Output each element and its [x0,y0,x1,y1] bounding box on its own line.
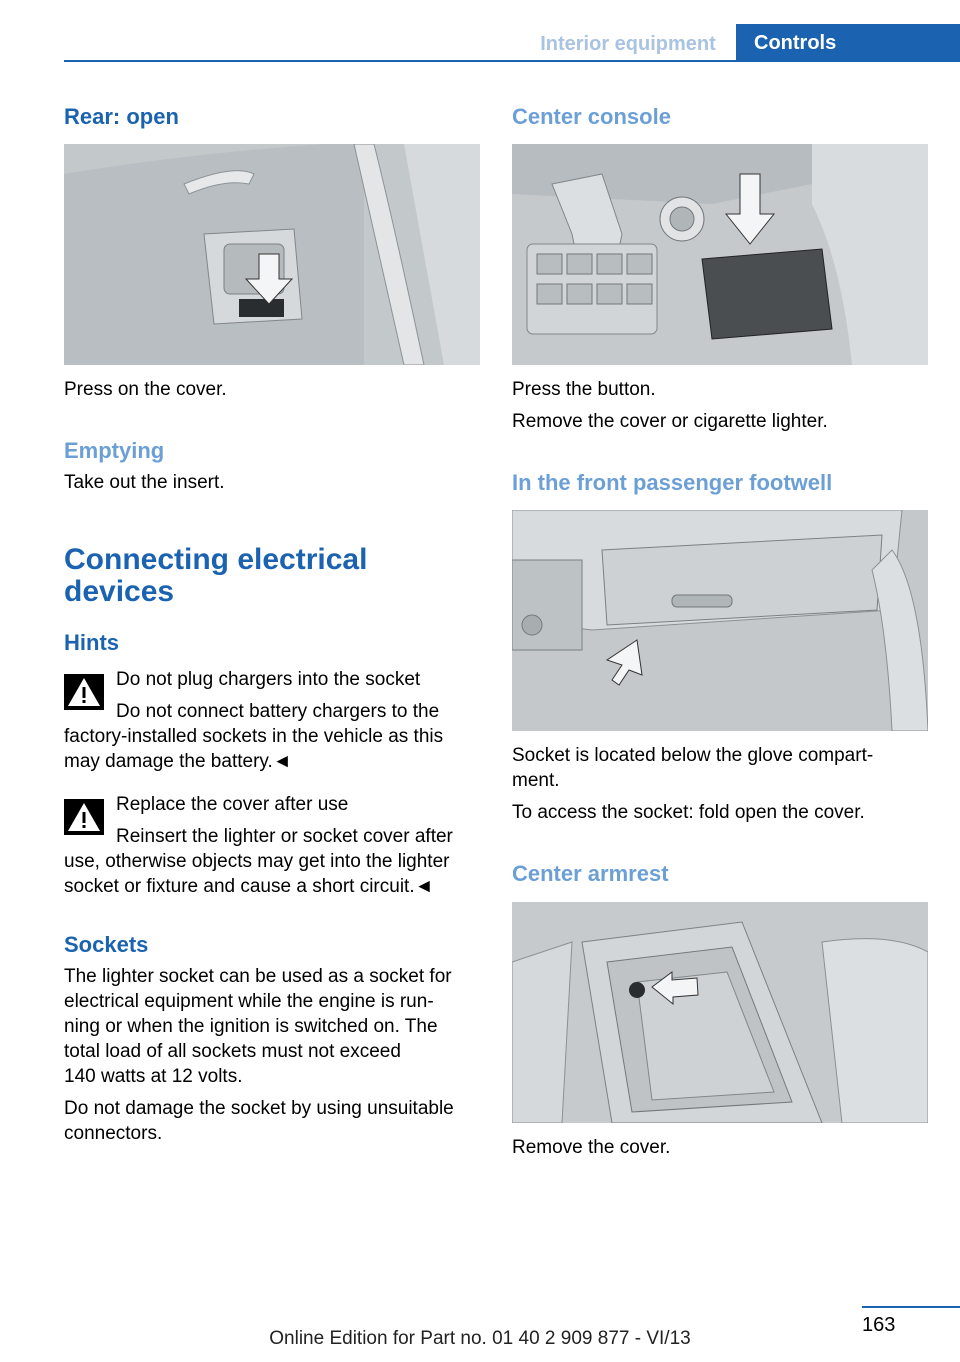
warning-1-body-line: may damage the battery.◄ [64,751,292,772]
connecting-heading-line-2: devices [64,575,175,608]
sockets-body-line: total load of all sockets must not exceed [64,1041,401,1062]
footwell-illustration [512,510,928,731]
footwell-text-line: To access the socket: fold open the cover. [512,802,865,823]
armrest-drawing [512,902,928,1123]
warning-triangle-icon [64,799,104,835]
armrest-heading: Center armrest [512,861,669,886]
armrest-text: Remove the cover. [512,1137,671,1158]
armrest-illustration [512,902,928,1123]
sockets-body-line: 140 watts at 12 volts. [64,1066,243,1087]
warning-2-title: Replace the cover after use [116,794,349,815]
emptying-text: Take out the insert. [64,472,225,493]
warning-2-body-line: socket or fixture and cause a short circuit.◄ [64,876,434,897]
sockets-body-line: connectors. [64,1123,163,1144]
page-number: 163 [862,1314,896,1336]
warning-2-body-line: Reinsert the lighter or socket cover after [116,826,453,847]
warning-1-body-line: factory-installed sockets in the vehicle as this [64,726,444,747]
footwell-heading: In the front passenger footwell [512,470,833,495]
center-console-illustration [512,144,928,365]
connecting-heading-line-1: Connecting electrical [64,543,368,576]
header-chapter-tab: Controls [736,24,960,62]
press-cover-text: Press on the cover. [64,379,227,400]
center-console-drawing [512,144,928,365]
center-console-heading: Center console [512,104,671,129]
footer-rule [862,1306,960,1308]
warning-triangle-icon [64,674,104,710]
header-section-label: Interior equipment [540,33,716,55]
footwell-text-line: Socket is located below the glove compart- [512,745,874,766]
press-button-text: Press the button. [512,379,656,400]
sockets-body-line: Do not damage the socket by using unsuitable [64,1098,454,1119]
sockets-body-line: ning or when the ignition is switched on. The [64,1016,438,1037]
rear-door-illustration [64,144,480,365]
rear-door-drawing [64,144,480,365]
emptying-heading: Emptying [64,438,165,463]
warning-2-body-line: use, otherwise objects may get into the lighter [64,851,450,872]
rear-open-heading: Rear: open [64,104,179,129]
footwell-text-line: ment. [512,770,560,791]
warning-1-body-line: Do not connect battery chargers to the [116,701,440,722]
sockets-body-line: electrical equipment while the engine is run- [64,991,434,1012]
footwell-drawing [512,510,928,731]
sockets-body-line: The lighter socket can be used as a socket for [64,966,452,987]
header-rule [64,60,960,62]
warning-1-title: Do not plug chargers into the socket [116,669,421,690]
edition-footer: Online Edition for Part no. 01 40 2 909 877 - VI/13 [269,1328,691,1349]
remove-cover-lighter-text: Remove the cover or cigarette lighter. [512,411,828,432]
hints-heading: Hints [64,630,119,655]
sockets-heading: Sockets [64,932,149,957]
